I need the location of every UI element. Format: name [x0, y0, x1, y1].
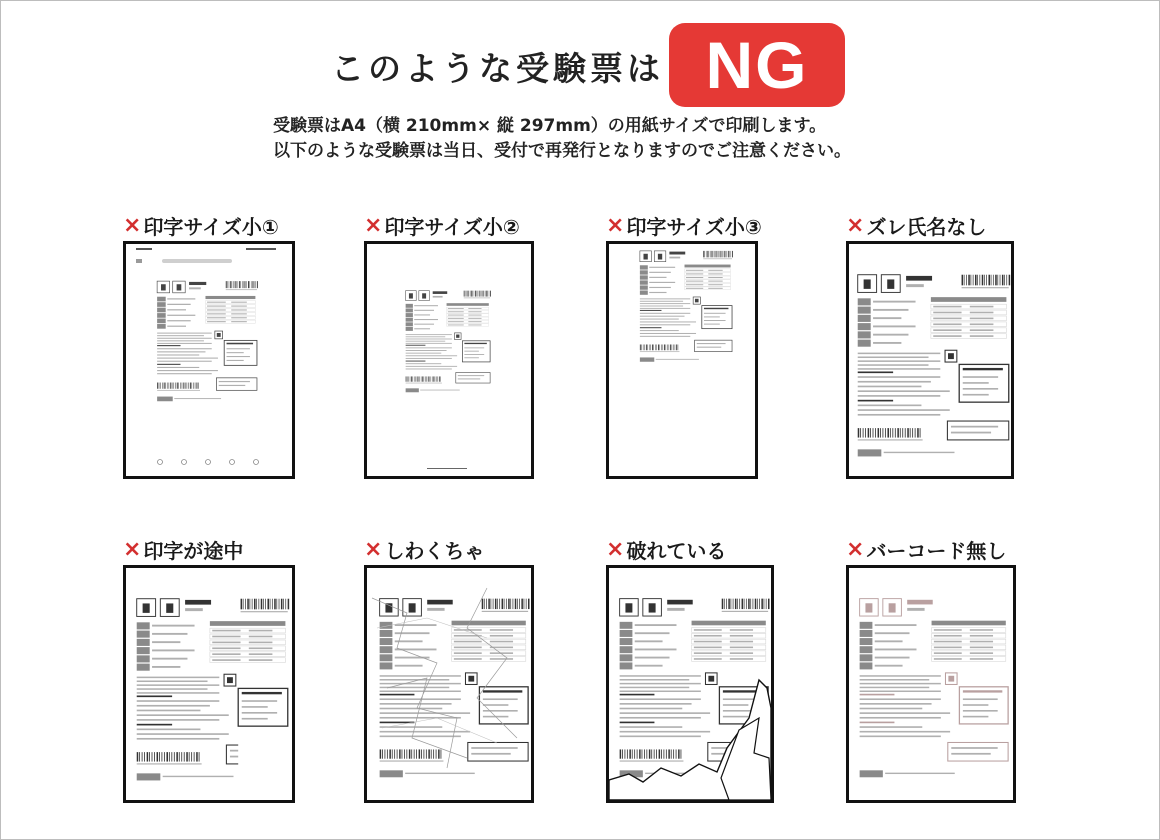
intro-line-2: 以下のような受験票は当日、受付で再発行となりますのでご注意ください。 [273, 141, 851, 161]
example-label-text: 印字サイズ小③ [626, 214, 762, 239]
ticket-thumbnail [123, 565, 295, 803]
cross-icon: × [123, 536, 142, 562]
ng-badge: NG [669, 23, 845, 107]
title-row [1, 13, 1159, 103]
example-label-text: ズレ氏名なし [866, 214, 987, 239]
example-label-text: 破れている [626, 538, 727, 563]
example-label [123, 537, 243, 561]
example-label [846, 537, 1006, 561]
cross-icon: × [606, 536, 625, 562]
cross-icon: × [123, 212, 142, 238]
example-label-text: 印字が途中 [143, 538, 244, 563]
ticket-thumbnail [364, 241, 534, 479]
ticket-thumbnail [846, 241, 1014, 479]
intro-text [273, 114, 851, 164]
example-label [606, 537, 726, 561]
page-title: このような受験票は [331, 49, 664, 88]
example-label [364, 537, 484, 561]
ticket-thumbnail [606, 241, 758, 479]
example-label-text: バーコード無し [866, 538, 1007, 563]
ticket-thumbnail [123, 241, 295, 479]
example-label-text: 印字サイズ小② [384, 214, 520, 239]
example-label [123, 213, 279, 237]
intro-line-1: 受験票はA4（横 210mm× 縦 297mm）の用紙サイズで印刷します。 [273, 116, 827, 136]
cross-icon: × [364, 212, 383, 238]
ticket-thumbnail [606, 565, 774, 803]
example-label [846, 213, 986, 237]
ticket-thumbnail [846, 565, 1016, 803]
cross-icon: × [606, 212, 625, 238]
example-label-text: 印字サイズ小① [143, 214, 279, 239]
cross-icon: × [846, 212, 865, 238]
example-label [606, 213, 762, 237]
example-label [364, 213, 520, 237]
cross-icon: × [846, 536, 865, 562]
cross-icon: × [364, 536, 383, 562]
example-label-text: しわくちゃ [384, 538, 485, 563]
ticket-thumbnail [364, 565, 534, 803]
